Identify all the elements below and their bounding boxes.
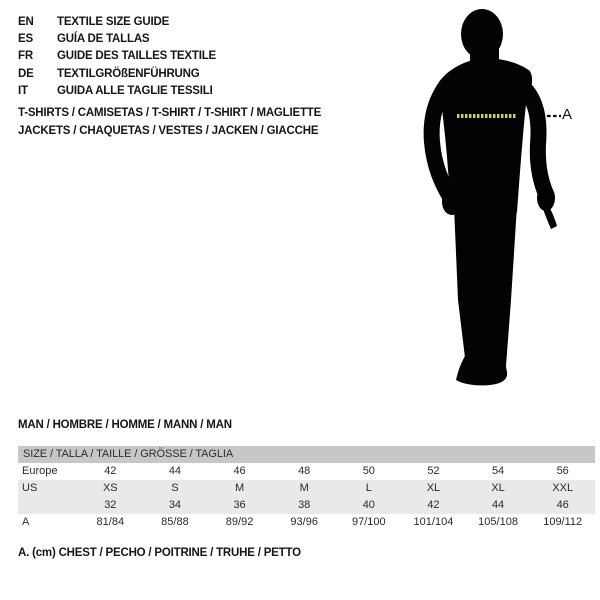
language-code: IT	[18, 84, 28, 97]
language-list	[18, 13, 216, 99]
cell: 44	[168, 465, 182, 477]
language-row-es	[18, 30, 216, 47]
row-label	[18, 497, 78, 514]
cell: L	[337, 480, 402, 497]
cell: 56	[556, 465, 569, 477]
cell: 46	[530, 497, 595, 514]
table-row-us-numeric	[18, 497, 595, 514]
language-label: TEXTILE SIZE GUIDE	[57, 15, 170, 28]
cell: 52	[427, 465, 440, 477]
cell: 54	[491, 465, 505, 477]
cell: 50	[362, 465, 375, 477]
cell: 81/84	[96, 516, 125, 528]
cell: M	[207, 480, 272, 497]
language-code: ES	[18, 32, 33, 45]
cell: 109/112	[543, 516, 583, 528]
row-label: A	[22, 516, 30, 528]
cell: 44	[466, 497, 531, 514]
cell: XS	[78, 480, 143, 497]
language-label: GUIDA ALLE TAGLIE TESSILI	[57, 84, 213, 97]
language-code: EN	[18, 15, 34, 28]
cell: XL	[401, 480, 466, 497]
language-row-de	[18, 65, 216, 82]
cell: 46	[233, 465, 246, 477]
cell: 48	[298, 465, 311, 477]
table-row-europe	[18, 463, 595, 480]
language-row-en	[18, 13, 216, 30]
cell: 42	[104, 465, 117, 477]
row-label: US	[18, 480, 78, 497]
cell: 34	[143, 497, 208, 514]
cell: 38	[272, 497, 337, 514]
language-label: GUÍA DE TALLAS	[57, 32, 150, 45]
cell: 40	[337, 497, 402, 514]
category-jackets: JACKETS / CHAQUETAS / VESTES / JACKEN / GIACCHE	[18, 125, 319, 137]
cell: XXL	[530, 480, 595, 497]
cell: 89/92	[225, 516, 254, 528]
language-label: GUIDE DES TAILLES TEXTILE	[57, 50, 216, 63]
cell: XL	[466, 480, 531, 497]
size-table	[18, 446, 595, 531]
cell: 42	[401, 497, 466, 514]
man-silhouette-figure	[390, 0, 600, 400]
language-label: TEXTILGRÖßENFÜHRUNG	[57, 67, 200, 80]
man-silhouette	[432, 9, 557, 385]
size-table-header: SIZE / TALLA / TAILLE / GRÖSSE / TAGLIA	[18, 446, 595, 463]
language-row-it	[18, 82, 216, 99]
row-label: Europe	[22, 465, 58, 477]
cell: S	[143, 480, 208, 497]
cell: 105/108	[478, 516, 518, 528]
cell: 93/96	[290, 516, 318, 528]
size-table-header-row	[18, 446, 595, 463]
language-code: DE	[18, 67, 34, 80]
measurement-label-a: A	[562, 106, 573, 123]
cell: M	[272, 480, 337, 497]
measurement-footnote: A. (cm) CHEST / PECHO / POITRINE / TRUHE / PETTO	[18, 547, 301, 559]
language-row-fr	[18, 48, 216, 65]
language-code: FR	[18, 50, 33, 63]
cell: 101/104	[413, 516, 454, 528]
cell: 97/100	[351, 516, 386, 528]
section-title-man: MAN / HOMBRE / HOMME / MANN / MAN	[18, 419, 232, 431]
category-tshirts: T-SHIRTS / CAMISETAS / T-SHIRT / T-SHIRT / MAGLIETTE	[18, 107, 322, 119]
cell: 36	[207, 497, 272, 514]
table-row-chest-cm	[18, 514, 595, 531]
cell: 85/88	[161, 516, 189, 528]
category-list	[18, 104, 321, 140]
table-row-us	[18, 480, 595, 497]
cell: 32	[78, 497, 143, 514]
